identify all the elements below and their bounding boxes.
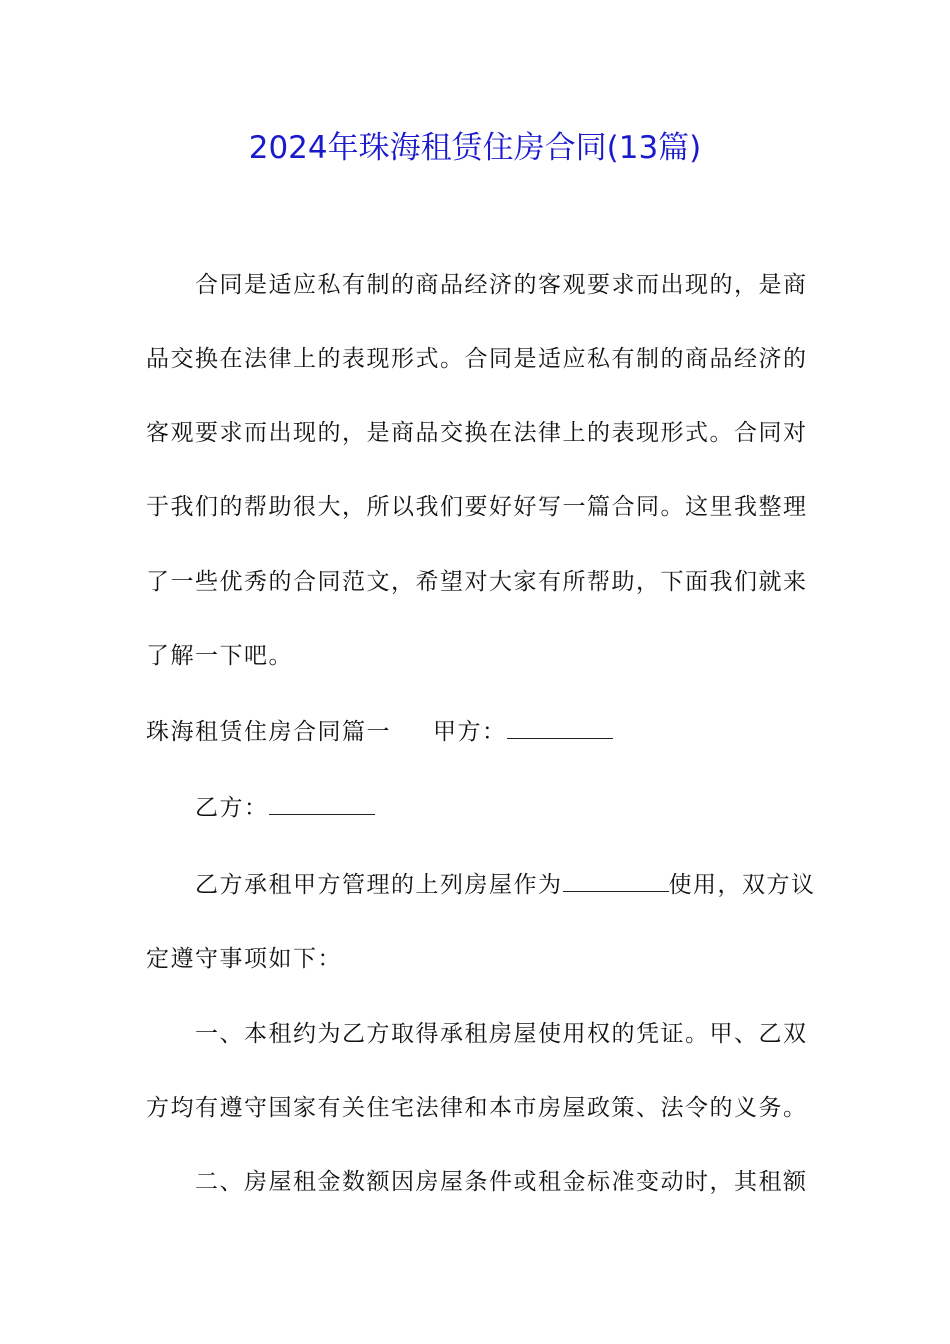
party-a-label: 甲方： <box>433 719 507 745</box>
intro-line-3: 客观要求而出现的，是商品交换在法律上的表现形式。合同对 <box>146 420 808 446</box>
intro-line-1: 合同是适应私有制的商品经济的客观要求而出现的，是商 <box>195 272 808 298</box>
intro-line-5: 了一些优秀的合同范文，希望对大家有所帮助，下面我们就来 <box>146 569 808 595</box>
section-heading-row <box>146 717 613 747</box>
party-b-blank <box>269 794 375 815</box>
clause-2-line-1: 二、房屋租金数额因房屋条件或租金标准变动时，其租额 <box>195 1169 808 1195</box>
clause-1-line-1: 一、本租约为乙方取得承租房屋使用权的凭证。甲、乙双 <box>195 1021 808 1047</box>
intro-line-2: 品交换在法律上的表现形式。合同是适应私有制的商品经济的 <box>146 346 808 372</box>
document-title: 2024年珠海租赁住房合同(13篇) <box>248 130 702 166</box>
usage-line-2: 定遵守事项如下： <box>146 946 342 972</box>
clause-1-line-2: 方均有遵守国家有关住宅法律和本市房屋政策、法令的义务。 <box>146 1095 808 1121</box>
party-b-row <box>146 793 375 823</box>
intro-line-4: 于我们的帮助很大，所以我们要好好写一篇合同。这里我整理 <box>146 494 808 520</box>
intro-line-6: 了解一下吧。 <box>146 643 293 669</box>
usage-line-1 <box>146 870 816 900</box>
usage-suffix: 使用，双方议 <box>668 872 816 898</box>
usage-blank <box>563 871 669 892</box>
party-a-blank <box>507 718 613 739</box>
party-b-label: 乙方： <box>195 795 269 821</box>
section-title: 珠海租赁住房合同篇一 <box>146 719 391 745</box>
usage-prefix: 乙方承租甲方管理的上列房屋作为 <box>195 872 563 898</box>
